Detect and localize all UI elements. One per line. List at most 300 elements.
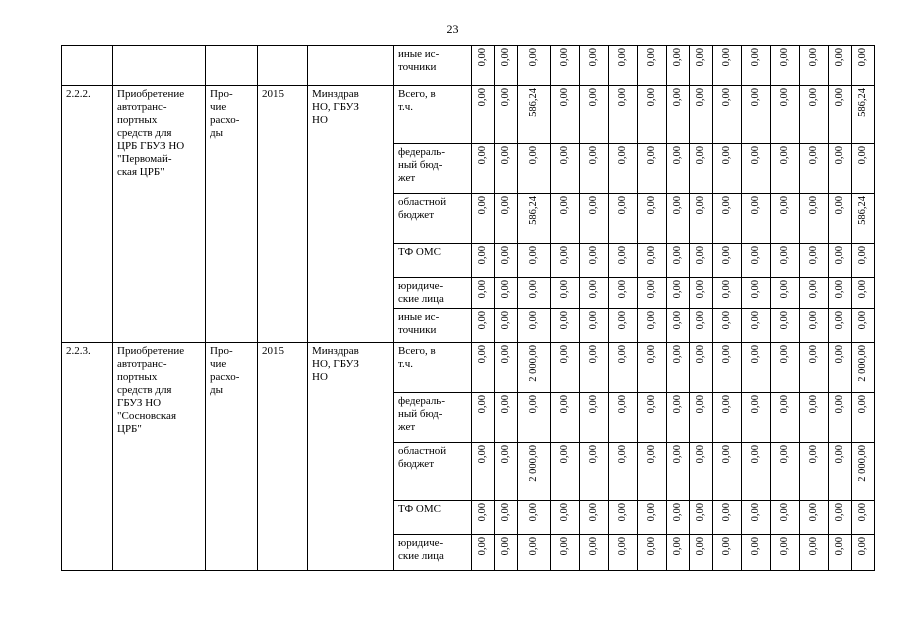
- value-text: 0,00: [500, 196, 511, 215]
- value-cell: [518, 535, 551, 571]
- value-cell: [638, 309, 667, 343]
- value-cell: [690, 278, 713, 309]
- value-text: 0,00: [477, 345, 488, 364]
- year: [258, 86, 308, 343]
- value-cell: [580, 278, 609, 309]
- item-name-text: Приобретение автотранс- портных средств для ЦРБ ГБУЗ НО "Первомай- ская ЦРБ": [117, 88, 185, 178]
- source-cell: [394, 501, 472, 535]
- value-cell: [771, 244, 800, 278]
- value-cell: [852, 443, 875, 501]
- budget-table: [61, 45, 875, 571]
- value-text: 2 000,00: [528, 445, 539, 482]
- value-text: 0,00: [477, 146, 488, 165]
- value-text: 0,00: [588, 196, 599, 215]
- value-text: 0,00: [672, 48, 683, 67]
- value-text: 0,00: [779, 146, 790, 165]
- value-text: 0,00: [588, 395, 599, 414]
- value-cell: [771, 278, 800, 309]
- value-text: 0,00: [646, 196, 657, 215]
- value-text: 0,00: [646, 88, 657, 107]
- value-cell: [800, 86, 829, 144]
- value-text: 0,00: [617, 246, 628, 265]
- value-text: 0,00: [695, 445, 706, 464]
- value-text: 0,00: [721, 48, 732, 67]
- year-text: 2015: [262, 88, 284, 100]
- source-cell: [394, 144, 472, 194]
- value-cell: [638, 194, 667, 244]
- value-text: 0,00: [721, 280, 732, 299]
- value-text: 0,00: [695, 503, 706, 522]
- value-text: 0,00: [500, 246, 511, 265]
- value-cell: [551, 393, 580, 443]
- value-cell: [852, 278, 875, 309]
- source-cell-text: федераль- ный бюд- жет: [398, 395, 445, 433]
- value-cell: [713, 144, 742, 194]
- value-text: 0,00: [672, 445, 683, 464]
- value-text: 0,00: [834, 146, 845, 165]
- value-text: 0,00: [808, 395, 819, 414]
- source-cell-text: иные ис- точники: [398, 311, 440, 336]
- value-cell: [829, 535, 852, 571]
- value-text: 0,00: [528, 537, 539, 556]
- value-text: 0,00: [672, 345, 683, 364]
- value-text: 0,00: [500, 503, 511, 522]
- value-text: 0,00: [588, 280, 599, 299]
- value-cell: [472, 86, 495, 144]
- value-text: 0,00: [750, 48, 761, 67]
- source-cell: [394, 343, 472, 393]
- value-text: 0,00: [646, 246, 657, 265]
- value-cell: [800, 343, 829, 393]
- value-text: 0,00: [750, 196, 761, 215]
- value-text: 0,00: [477, 280, 488, 299]
- value-text: 0,00: [588, 503, 599, 522]
- executor-text: Минздрав НО, ГБУЗ НО: [312, 88, 359, 126]
- value-text: 0,00: [721, 395, 732, 414]
- year: [258, 343, 308, 571]
- value-text: 2 000,00: [857, 345, 868, 382]
- value-cell: [609, 343, 638, 393]
- value-cell: [771, 535, 800, 571]
- value-text: 0,00: [646, 537, 657, 556]
- value-cell: [800, 278, 829, 309]
- value-cell: [713, 46, 742, 86]
- value-text: 0,00: [721, 246, 732, 265]
- value-cell: [638, 501, 667, 535]
- value-cell: [518, 244, 551, 278]
- value-cell: [495, 144, 518, 194]
- value-cell: [771, 393, 800, 443]
- value-text: 0,00: [477, 311, 488, 330]
- item-number: [62, 343, 113, 571]
- value-cell: [551, 244, 580, 278]
- value-cell: [638, 46, 667, 86]
- value-text: 0,00: [559, 311, 570, 330]
- value-cell: [800, 309, 829, 343]
- value-text: 0,00: [721, 311, 732, 330]
- value-cell: [667, 443, 690, 501]
- value-cell: [852, 194, 875, 244]
- value-cell: [829, 501, 852, 535]
- value-cell: [518, 194, 551, 244]
- value-text: 0,00: [559, 503, 570, 522]
- value-cell: [852, 244, 875, 278]
- value-text: 0,00: [808, 345, 819, 364]
- value-cell: [852, 86, 875, 144]
- value-text: 0,00: [808, 246, 819, 265]
- value-text: 0,00: [617, 395, 628, 414]
- value-text: 0,00: [588, 537, 599, 556]
- value-text: 0,00: [477, 537, 488, 556]
- value-cell: [518, 343, 551, 393]
- expense-type: [206, 343, 258, 571]
- value-cell: [713, 309, 742, 343]
- value-text: 0,00: [857, 311, 868, 330]
- value-text: 0,00: [646, 503, 657, 522]
- source-cell: [394, 244, 472, 278]
- value-cell: [609, 46, 638, 86]
- item-name: [113, 86, 206, 343]
- page-number: 23: [446, 22, 459, 36]
- value-cell: [580, 194, 609, 244]
- value-text: 0,00: [646, 311, 657, 330]
- value-cell: [690, 144, 713, 194]
- value-cell: [518, 46, 551, 86]
- value-cell: [609, 501, 638, 535]
- value-text: 0,00: [808, 48, 819, 67]
- value-cell: [518, 278, 551, 309]
- value-cell: [771, 309, 800, 343]
- value-text: 0,00: [588, 48, 599, 67]
- value-cell: [472, 443, 495, 501]
- value-cell: [829, 194, 852, 244]
- value-cell: [771, 443, 800, 501]
- value-cell: [638, 278, 667, 309]
- value-text: 0,00: [695, 311, 706, 330]
- value-cell: [551, 443, 580, 501]
- executor: [308, 86, 394, 343]
- table-row: [62, 343, 875, 393]
- value-cell: [742, 86, 771, 144]
- value-cell: [829, 46, 852, 86]
- value-text: 0,00: [779, 48, 790, 67]
- value-cell: [551, 501, 580, 535]
- value-text: 0,00: [750, 503, 761, 522]
- value-cell: [472, 244, 495, 278]
- value-cell: [690, 443, 713, 501]
- value-cell: [713, 244, 742, 278]
- value-text: 0,00: [750, 146, 761, 165]
- value-text: 0,00: [857, 537, 868, 556]
- empty-cell: [206, 46, 258, 86]
- value-cell: [609, 86, 638, 144]
- value-text: 0,00: [750, 88, 761, 107]
- value-text: 0,00: [588, 345, 599, 364]
- value-cell: [690, 393, 713, 443]
- value-cell: [551, 194, 580, 244]
- value-cell: [495, 501, 518, 535]
- value-text: 0,00: [588, 246, 599, 265]
- value-text: 0,00: [500, 395, 511, 414]
- value-cell: [690, 86, 713, 144]
- value-cell: [829, 343, 852, 393]
- value-text: 586,24: [857, 88, 868, 117]
- value-text: 0,00: [721, 537, 732, 556]
- value-text: 0,00: [779, 88, 790, 107]
- table-row: [62, 86, 875, 144]
- value-cell: [667, 309, 690, 343]
- source-cell-text: Всего, в т.ч.: [398, 88, 436, 113]
- value-cell: [638, 244, 667, 278]
- value-text: 0,00: [559, 537, 570, 556]
- value-text: 0,00: [559, 246, 570, 265]
- value-text: 0,00: [721, 345, 732, 364]
- value-text: 0,00: [808, 311, 819, 330]
- value-cell: [609, 309, 638, 343]
- value-cell: [472, 194, 495, 244]
- value-cell: [742, 194, 771, 244]
- value-cell: [713, 194, 742, 244]
- value-cell: [713, 278, 742, 309]
- value-text: 0,00: [750, 537, 761, 556]
- value-text: 0,00: [500, 537, 511, 556]
- source-cell: [394, 46, 472, 86]
- value-text: 0,00: [695, 246, 706, 265]
- value-cell: [495, 393, 518, 443]
- value-text: 0,00: [834, 48, 845, 67]
- value-cell: [667, 194, 690, 244]
- expense-type-text: Про- чие расхо- ды: [210, 88, 240, 139]
- value-text: 0,00: [779, 196, 790, 215]
- value-text: 0,00: [559, 146, 570, 165]
- value-cell: [829, 393, 852, 443]
- value-text: 0,00: [857, 246, 868, 265]
- value-cell: [742, 309, 771, 343]
- value-text: 0,00: [808, 280, 819, 299]
- value-cell: [580, 86, 609, 144]
- value-cell: [800, 393, 829, 443]
- value-text: 0,00: [750, 395, 761, 414]
- source-cell: [394, 393, 472, 443]
- value-cell: [771, 194, 800, 244]
- source-cell-text: Всего, в т.ч.: [398, 345, 436, 370]
- value-cell: [800, 244, 829, 278]
- source-cell-text: федераль- ный бюд- жет: [398, 146, 445, 184]
- value-cell: [472, 535, 495, 571]
- value-text: 0,00: [695, 280, 706, 299]
- value-cell: [829, 144, 852, 194]
- source-cell: [394, 278, 472, 309]
- value-text: 0,00: [528, 48, 539, 67]
- value-text: 0,00: [559, 395, 570, 414]
- value-cell: [829, 86, 852, 144]
- value-text: 0,00: [721, 196, 732, 215]
- value-cell: [638, 343, 667, 393]
- value-text: 0,00: [857, 48, 868, 67]
- value-cell: [609, 244, 638, 278]
- value-text: 0,00: [808, 88, 819, 107]
- empty-cell: [62, 46, 113, 86]
- value-cell: [771, 501, 800, 535]
- value-text: 0,00: [857, 146, 868, 165]
- value-text: 0,00: [559, 48, 570, 67]
- value-cell: [713, 86, 742, 144]
- year-text: 2015: [262, 345, 284, 357]
- value-text: 2 000,00: [528, 345, 539, 382]
- value-text: 0,00: [834, 503, 845, 522]
- value-text: 0,00: [559, 280, 570, 299]
- value-cell: [667, 343, 690, 393]
- value-text: 0,00: [477, 88, 488, 107]
- value-cell: [852, 535, 875, 571]
- value-cell: [800, 46, 829, 86]
- value-cell: [472, 393, 495, 443]
- value-cell: [800, 501, 829, 535]
- value-text: 0,00: [617, 537, 628, 556]
- value-cell: [472, 144, 495, 194]
- value-text: 0,00: [779, 246, 790, 265]
- source-cell-text: иные ис- точники: [398, 48, 440, 73]
- value-text: 0,00: [834, 537, 845, 556]
- value-text: 586,24: [528, 196, 539, 225]
- value-text: 0,00: [646, 280, 657, 299]
- value-cell: [690, 194, 713, 244]
- value-cell: [518, 393, 551, 443]
- value-cell: [829, 309, 852, 343]
- value-text: 0,00: [617, 311, 628, 330]
- value-text: 0,00: [528, 311, 539, 330]
- value-text: 586,24: [528, 88, 539, 117]
- value-cell: [609, 393, 638, 443]
- value-cell: [829, 244, 852, 278]
- value-text: 0,00: [779, 280, 790, 299]
- value-cell: [580, 244, 609, 278]
- value-text: 0,00: [672, 146, 683, 165]
- source-cell-text: ТФ ОМС: [398, 246, 441, 258]
- value-cell: [609, 278, 638, 309]
- value-text: 0,00: [672, 246, 683, 265]
- value-cell: [852, 144, 875, 194]
- value-cell: [771, 86, 800, 144]
- value-text: 0,00: [500, 88, 511, 107]
- value-cell: [518, 309, 551, 343]
- item-name-text: Приобретение автотранс- портных средств для ГБУЗ НО "Сосновская ЦРБ": [117, 345, 185, 435]
- value-text: 0,00: [857, 280, 868, 299]
- value-cell: [829, 278, 852, 309]
- value-text: 0,00: [808, 445, 819, 464]
- value-text: 0,00: [695, 146, 706, 165]
- value-text: 0,00: [477, 503, 488, 522]
- source-cell-text: областной бюджет: [398, 445, 447, 470]
- value-cell: [690, 535, 713, 571]
- value-cell: [667, 501, 690, 535]
- value-text: 0,00: [617, 280, 628, 299]
- value-text: 0,00: [528, 146, 539, 165]
- item-name: [113, 343, 206, 571]
- value-text: 0,00: [588, 445, 599, 464]
- value-cell: [518, 144, 551, 194]
- expense-type: [206, 86, 258, 343]
- value-cell: [690, 343, 713, 393]
- value-text: 0,00: [672, 311, 683, 330]
- value-cell: [852, 343, 875, 393]
- value-text: 0,00: [721, 445, 732, 464]
- value-cell: [667, 244, 690, 278]
- value-text: 0,00: [559, 196, 570, 215]
- value-text: 0,00: [834, 88, 845, 107]
- value-cell: [580, 535, 609, 571]
- executor-text: Минздрав НО, ГБУЗ НО: [312, 345, 359, 383]
- value-cell: [472, 278, 495, 309]
- executor: [308, 343, 394, 571]
- value-cell: [771, 46, 800, 86]
- value-cell: [580, 343, 609, 393]
- value-text: 0,00: [477, 196, 488, 215]
- value-text: 0,00: [672, 196, 683, 215]
- value-text: 0,00: [500, 280, 511, 299]
- value-cell: [800, 144, 829, 194]
- value-cell: [551, 343, 580, 393]
- value-cell: [580, 144, 609, 194]
- value-text: 0,00: [500, 48, 511, 67]
- value-text: 0,00: [834, 246, 845, 265]
- value-cell: [667, 278, 690, 309]
- value-cell: [580, 46, 609, 86]
- value-cell: [667, 46, 690, 86]
- value-cell: [771, 343, 800, 393]
- value-cell: [742, 535, 771, 571]
- value-cell: [742, 443, 771, 501]
- value-text: 0,00: [779, 311, 790, 330]
- value-cell: [800, 194, 829, 244]
- value-cell: [495, 278, 518, 309]
- value-cell: [667, 144, 690, 194]
- value-text: 0,00: [646, 48, 657, 67]
- value-text: 0,00: [672, 395, 683, 414]
- value-text: 0,00: [617, 88, 628, 107]
- value-cell: [472, 309, 495, 343]
- value-text: 0,00: [559, 445, 570, 464]
- value-text: 0,00: [559, 88, 570, 107]
- value-text: 0,00: [617, 445, 628, 464]
- item-number-text: 2.2.2.: [66, 88, 91, 100]
- value-cell: [551, 144, 580, 194]
- value-cell: [742, 501, 771, 535]
- value-cell: [638, 144, 667, 194]
- value-text: 0,00: [500, 445, 511, 464]
- value-cell: [638, 443, 667, 501]
- source-cell-text: областной бюджет: [398, 196, 447, 221]
- value-text: 0,00: [477, 48, 488, 67]
- value-cell: [690, 244, 713, 278]
- value-text: 0,00: [617, 503, 628, 522]
- value-cell: [580, 443, 609, 501]
- value-text: 0,00: [528, 280, 539, 299]
- value-cell: [852, 393, 875, 443]
- value-text: 0,00: [834, 395, 845, 414]
- value-text: 0,00: [559, 345, 570, 364]
- value-cell: [518, 86, 551, 144]
- value-cell: [495, 244, 518, 278]
- source-cell: [394, 194, 472, 244]
- value-text: 0,00: [500, 146, 511, 165]
- value-text: 0,00: [750, 311, 761, 330]
- value-text: 0,00: [695, 48, 706, 67]
- value-text: 0,00: [834, 445, 845, 464]
- value-text: 0,00: [617, 146, 628, 165]
- value-cell: [742, 343, 771, 393]
- expense-type-text: Про- чие расхо- ды: [210, 345, 240, 396]
